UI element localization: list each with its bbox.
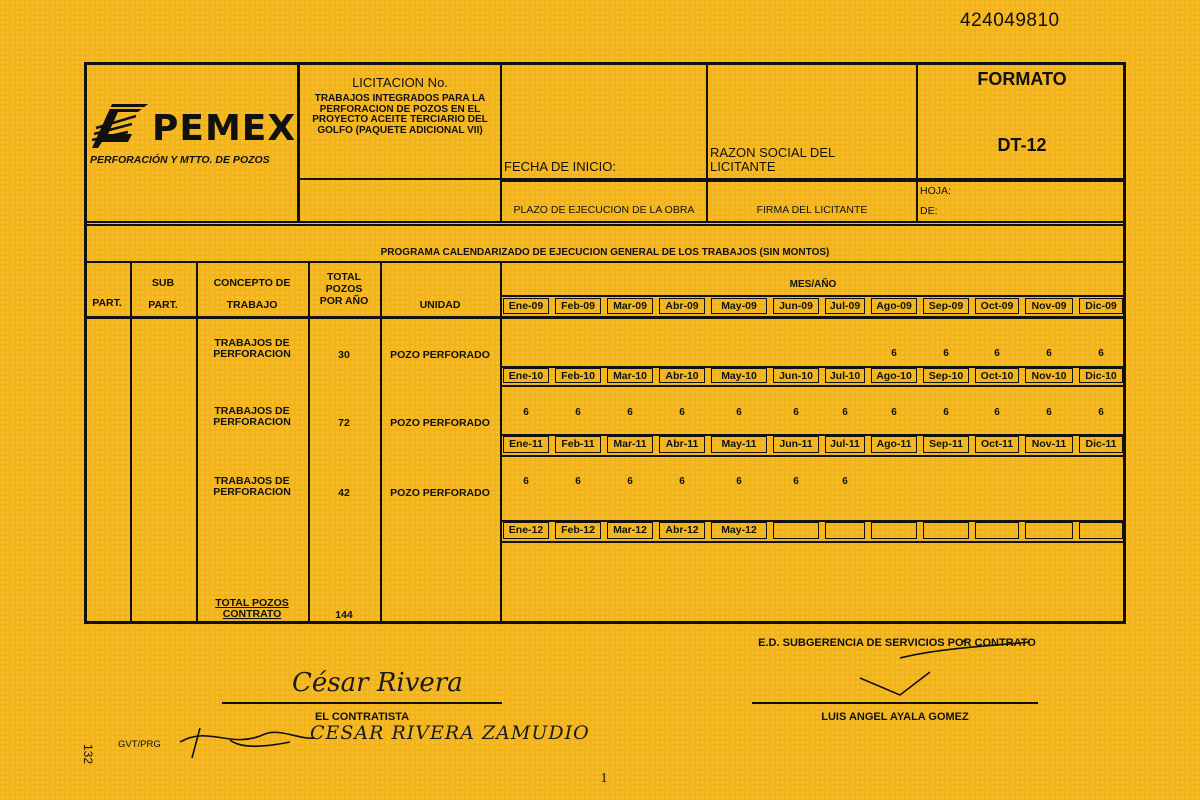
month-cell <box>871 522 917 539</box>
column-header-trabajo: TRABAJO <box>226 299 278 311</box>
month-value: 6 <box>575 476 581 487</box>
month-label: May-11 <box>721 438 757 450</box>
month-label: Mar-12 <box>613 524 647 536</box>
pemex-signature-icon <box>840 640 1040 705</box>
month-label: May-12 <box>721 524 757 536</box>
month-value: 6 <box>736 407 742 418</box>
month-label: Ene-10 <box>508 370 544 382</box>
column-header-unidad: UNIDAD <box>419 299 461 311</box>
column-header-total: TOTAL <box>326 271 362 283</box>
month-cell <box>1079 522 1123 539</box>
rule <box>84 261 1126 263</box>
pemex-logo-subtitle: PERFORACIÓN Y MTTO. DE POZOS <box>90 154 270 166</box>
month-label: Jun-10 <box>779 370 813 382</box>
month-label: Jul-10 <box>829 370 861 382</box>
row-1-concepto: TRABAJOS DE PERFORACION <box>213 337 291 361</box>
month-label: Nov-11 <box>1031 438 1067 450</box>
fecha-inicio-label: FECHA DE INICIO: <box>504 159 616 174</box>
contractor-signature: César Rivera <box>292 668 463 698</box>
column-header-part: PART. <box>92 297 122 309</box>
month-label: Oct-09 <box>980 300 1014 312</box>
row-3-total: 42 <box>338 487 350 499</box>
month-label: Abr-12 <box>665 524 699 536</box>
signature-line <box>752 702 1038 704</box>
month-value: 6 <box>891 407 897 418</box>
month-label: Ene-12 <box>508 524 544 536</box>
month-value: 6 <box>793 407 799 418</box>
row-1-total: 30 <box>338 349 350 361</box>
licitacion-description: TRABAJOS INTEGRADOS PARA LA PERFORACION DE POZOS EN EL PROYECTO ACEITE TERCIARIO DEL GOLFO (PAQUETE ADICIONAL VII) <box>312 93 488 136</box>
column-header-pozos: POZOS <box>325 283 363 295</box>
pemex-signer-title: E.D. SUBGERENCIA DE SERVICIOS POR CONTRATO <box>758 637 1036 649</box>
month-label: Sep-11 <box>929 438 963 450</box>
initials: GVT/PRG <box>118 739 161 750</box>
rule <box>706 62 708 222</box>
licitacion-label: LICITACION No. <box>352 75 448 90</box>
month-cell <box>825 522 865 539</box>
month-value: 6 <box>1046 348 1052 359</box>
rule <box>380 261 382 624</box>
month-label: Dic-09 <box>1085 300 1117 312</box>
month-label: Ago-09 <box>876 300 912 312</box>
month-label: Sep-10 <box>928 370 964 382</box>
rule <box>500 385 1126 387</box>
month-label: Feb-09 <box>561 300 595 312</box>
pemex-eagle-logo-icon <box>88 98 150 152</box>
month-label: Dic-11 <box>1085 438 1117 450</box>
formato-label: FORMATO <box>977 69 1067 89</box>
rule <box>500 541 1126 543</box>
month-label: Feb-11 <box>561 438 595 450</box>
month-label: May-09 <box>721 300 757 312</box>
month-value: 6 <box>1046 407 1052 418</box>
month-value: 6 <box>523 476 529 487</box>
rule <box>84 224 1126 226</box>
rule <box>308 261 310 624</box>
month-label: Oct-10 <box>980 370 1014 382</box>
month-value: 6 <box>943 407 949 418</box>
de-label: DE: <box>920 205 938 217</box>
month-value: 6 <box>943 348 949 359</box>
total-pozos-contrato-value: 144 <box>335 609 353 621</box>
month-label: Feb-10 <box>561 370 595 382</box>
plazo-ejecucion-label: PLAZO DE EJECUCION DE LA OBRA <box>513 204 695 216</box>
row-1-unidad: POZO PERFORADO <box>390 349 490 361</box>
month-label: Nov-10 <box>1031 370 1067 382</box>
month-label: Jul-11 <box>830 438 860 450</box>
margin-mark: 132 <box>81 744 95 765</box>
column-header-mes-anio: MES/AÑO <box>789 279 837 290</box>
month-value: 6 <box>994 348 1000 359</box>
signature-line <box>222 702 502 704</box>
month-value: 6 <box>891 348 897 359</box>
month-label: Oct-11 <box>980 438 1014 450</box>
column-header-sub-part: PART. <box>148 299 178 311</box>
month-cell <box>923 522 969 539</box>
rule <box>500 455 1126 457</box>
rule <box>196 261 198 624</box>
month-value: 6 <box>627 476 633 487</box>
month-label: Mar-11 <box>613 438 647 450</box>
month-label: Mar-10 <box>613 370 647 382</box>
month-value: 6 <box>1098 348 1104 359</box>
month-label: Jul-09 <box>829 300 861 312</box>
month-label: Abr-11 <box>665 438 699 450</box>
rule <box>500 62 502 222</box>
pemex-signer-name: LUIS ANGEL AYALA GOMEZ <box>821 711 969 723</box>
month-label: Ago-11 <box>876 438 912 450</box>
month-value: 6 <box>736 476 742 487</box>
month-label: Feb-12 <box>561 524 595 536</box>
month-label: Nov-09 <box>1031 300 1067 312</box>
page-number: 1 <box>600 771 608 786</box>
month-value: 6 <box>627 407 633 418</box>
month-label: Mar-09 <box>613 300 647 312</box>
razon-social-label: RAZON SOCIAL DEL LICITANTE <box>710 145 835 174</box>
document-number: 424049810 <box>960 10 1060 31</box>
hoja-label: HOJA: <box>920 185 951 197</box>
month-label: Ene-09 <box>508 300 544 312</box>
total-pozos-contrato-label: TOTAL POZOS CONTRATO <box>215 597 289 621</box>
month-cell <box>773 522 819 539</box>
column-header-sub: SUB <box>151 277 175 289</box>
rule <box>500 180 1126 182</box>
rule <box>84 221 1126 223</box>
row-2-concepto: TRABAJOS DE PERFORACION <box>213 405 291 429</box>
month-label: May-10 <box>721 370 757 382</box>
column-header-por-anio: POR AÑO <box>319 295 369 307</box>
month-cell <box>975 522 1019 539</box>
month-value: 6 <box>523 407 529 418</box>
month-label: Sep-09 <box>928 300 964 312</box>
month-value: 6 <box>842 476 848 487</box>
rule <box>500 295 1126 297</box>
month-label: Jun-11 <box>779 438 813 450</box>
scribble-signature-icon <box>170 720 320 765</box>
row-3-concepto: TRABAJOS DE PERFORACION <box>213 475 291 499</box>
row-2-total: 72 <box>338 417 350 429</box>
pemex-logo-word: PEMEX <box>152 108 297 149</box>
month-value: 6 <box>793 476 799 487</box>
month-label: Ene-11 <box>509 438 543 450</box>
contractor-title: EL CONTRATISTA <box>314 711 410 723</box>
contractor-handwritten-name: CESAR RIVERA ZAMUDIO <box>310 722 590 744</box>
month-label: Abr-09 <box>665 300 699 312</box>
rule <box>84 316 1126 319</box>
month-value: 6 <box>1098 407 1104 418</box>
month-label: Jun-09 <box>779 300 813 312</box>
column-header-concepto: CONCEPTO DE <box>213 277 291 289</box>
month-value: 6 <box>994 407 1000 418</box>
rule <box>130 261 132 624</box>
month-cell <box>1025 522 1073 539</box>
month-value: 6 <box>842 407 848 418</box>
month-label: Dic-10 <box>1085 370 1117 382</box>
month-label: Ago-10 <box>876 370 912 382</box>
firma-licitante-label: FIRMA DEL LICITANTE <box>756 204 868 216</box>
month-value: 6 <box>679 407 685 418</box>
program-title: PROGRAMA CALENDARIZADO DE EJECUCION GENERAL DE LOS TRABAJOS (SIN MONTOS) <box>380 247 830 258</box>
row-2-unidad: POZO PERFORADO <box>390 417 490 429</box>
month-value: 6 <box>575 407 581 418</box>
formato-code: DT-12 <box>997 135 1047 155</box>
month-value: 6 <box>679 476 685 487</box>
row-3-unidad: POZO PERFORADO <box>390 487 490 499</box>
month-label: Abr-10 <box>665 370 699 382</box>
